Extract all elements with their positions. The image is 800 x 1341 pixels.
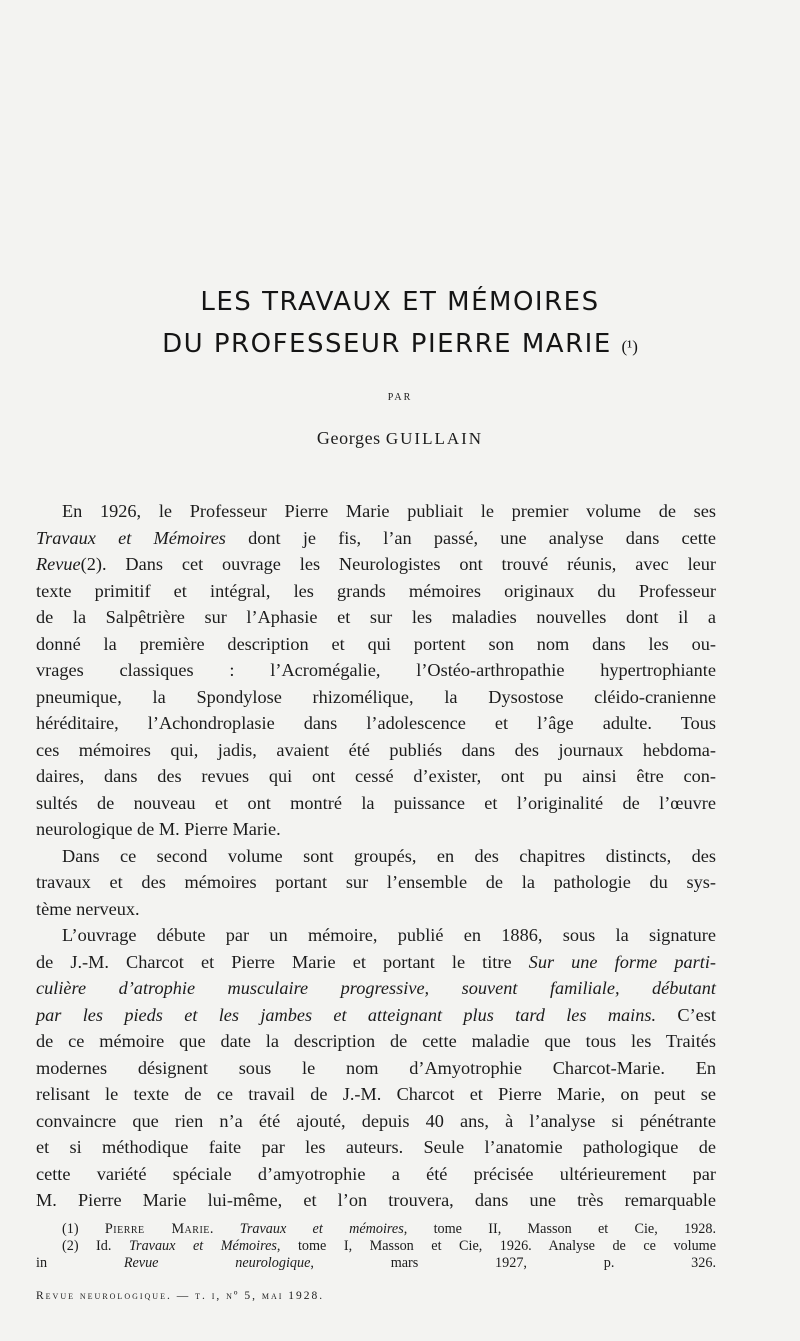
byline-par: PAR bbox=[387, 392, 413, 403]
body-line bbox=[36, 578, 716, 605]
title-footnote-ref: (¹) bbox=[621, 337, 638, 356]
body-line bbox=[36, 922, 716, 949]
journal-footer: Revue neurologique. — t. i, nº 5, mai 1928. bbox=[36, 1290, 325, 1302]
body-line bbox=[36, 737, 716, 764]
body-line bbox=[36, 763, 716, 790]
body-line-text: Revue bbox=[36, 554, 81, 574]
footnote-line-text: , mars 1927, p. 326. bbox=[310, 1255, 716, 1271]
body-line-text: Travaux et Mémoires bbox=[36, 527, 226, 548]
body-line bbox=[36, 710, 716, 737]
body-line bbox=[36, 975, 716, 1002]
body-line-text: texte primitif et intégral, les grands mémoires originaux du Professeur bbox=[36, 580, 716, 601]
author bbox=[0, 428, 800, 449]
body-line-text: de J.-M. Charcot et Pierre Marie et portant le titre bbox=[36, 951, 529, 972]
body-line bbox=[36, 525, 716, 552]
body-line-text: pneumique, la Spondylose rhizomélique, la Dysostose cléido-cranienne bbox=[36, 686, 716, 707]
body-line bbox=[36, 631, 716, 658]
article-title-text: DU PROFESSEUR PIERRE MARIE bbox=[162, 329, 612, 359]
footnote-line bbox=[36, 1238, 716, 1255]
body-line bbox=[36, 790, 716, 817]
body-line-text: Dans ce second volume sont groupés, en des chapitres distincts, des bbox=[62, 845, 716, 866]
body-line bbox=[36, 949, 716, 976]
footnote-line-text: , tome I, Masson et Cie, 1926. Analyse de ce volume bbox=[276, 1238, 716, 1254]
body-line bbox=[36, 1055, 716, 1082]
body-line-text: dont je fis, l’an passé, une analyse dans cette bbox=[225, 527, 717, 548]
body-line-text: neurologique de M. Pierre Marie. bbox=[36, 819, 281, 839]
footnote-line-text: Revue neurologique bbox=[123, 1255, 311, 1271]
body-line bbox=[36, 498, 716, 525]
body-line-text: culière d’atrophie musculaire progressive, souvent familiale, débutant bbox=[36, 978, 716, 998]
body-line-text: travaux et des mémoires portant sur l’ensemble de la pathologie du sys- bbox=[36, 872, 716, 892]
article-body bbox=[36, 498, 716, 1214]
body-line-text: de ce mémoire que date la description de cette maladie que tous les Traités bbox=[36, 1031, 716, 1051]
body-line-text: ces mémoires qui, jadis, avaient été publiés dans des journaux hebdoma- bbox=[36, 739, 716, 760]
body-line-text: tème nerveux. bbox=[36, 898, 140, 919]
article-title-line-1: LES TRAVAUX ET MÉMOIRES bbox=[200, 287, 600, 317]
body-line-text: M. Pierre Marie lui-même, et l’on trouvera, dans une très remarquable bbox=[36, 1190, 716, 1210]
footnote-line-text: , tome II, Masson et Cie, 1928. bbox=[403, 1221, 717, 1237]
body-line-text: et si méthodique faite par les auteurs. Seule l’anatomie pathologique de bbox=[36, 1137, 716, 1157]
body-line bbox=[36, 657, 716, 684]
body-line bbox=[36, 551, 716, 578]
footnote-line-text: Travaux et mémoires bbox=[239, 1221, 404, 1237]
footnote-line-text: (1) bbox=[62, 1221, 105, 1237]
body-line bbox=[36, 816, 716, 843]
article-title-line-2 bbox=[60, 329, 740, 359]
footnote-line bbox=[36, 1221, 716, 1238]
body-line bbox=[36, 1081, 716, 1108]
body-line bbox=[36, 869, 716, 896]
body-line-text: relisant le texte de ce travail de J.-M. Charcot et Pierre Marie, on peut se bbox=[36, 1084, 716, 1104]
body-line bbox=[36, 1028, 716, 1055]
body-line-text: En 1926, le Professeur Pierre Marie publiait le premier volume de ses bbox=[62, 501, 716, 521]
body-line-text: L’ouvrage débute par un mémoire, publié en 1886, sous la signature bbox=[62, 925, 716, 945]
body-line-text: par les pieds et les jambes et atteignant plus tard les mains. bbox=[36, 1004, 657, 1025]
footnote-line-text: in bbox=[36, 1255, 124, 1271]
footnotes bbox=[36, 1221, 716, 1272]
body-line bbox=[36, 1134, 716, 1161]
body-line bbox=[36, 1161, 716, 1188]
body-line-text: modernes désignent sous le nom d’Amyotrophie Charcot-Marie. En bbox=[36, 1057, 716, 1078]
body-line-text: (2). Dans cet ouvrage les Neurologistes ont trouvé réunis, avec leur bbox=[80, 554, 716, 574]
body-line bbox=[36, 1108, 716, 1135]
body-line bbox=[36, 896, 716, 923]
body-line-text: convaincre que rien n’a été ajouté, depuis 40 ans, à l’analyse si pénétrante bbox=[36, 1110, 716, 1131]
body-line-text: Sur une forme parti- bbox=[528, 951, 717, 972]
body-line-text: vrages classiques : l’Acromégalie, l’Ostéo-arthropathie hypertrophiante bbox=[36, 660, 716, 680]
body-line-text: sultés de nouveau et ont montré la puissance et l’originalité de l’œuvre bbox=[36, 792, 716, 813]
body-line bbox=[36, 684, 716, 711]
body-line bbox=[36, 1002, 716, 1029]
footnote-line bbox=[36, 1255, 716, 1272]
author-last-name: GUILLAIN bbox=[385, 429, 484, 448]
footnote-line-text: (2) Id. bbox=[62, 1238, 129, 1254]
footnote-line-text: Pierre Marie bbox=[104, 1221, 210, 1237]
body-line-text: de la Salpêtrière sur l’Aphasie et sur les maladies nouvelles dont il a bbox=[36, 607, 716, 627]
footnote-line-text: . bbox=[209, 1221, 240, 1237]
author-first-name: Georges bbox=[316, 428, 381, 448]
body-line bbox=[36, 604, 716, 631]
body-line-text: daires, dans des revues qui ont cessé d’exister, ont pu ainsi être con- bbox=[36, 766, 716, 786]
body-line-text: donné la première description et qui portent son nom dans les ou- bbox=[36, 633, 716, 654]
body-line bbox=[36, 843, 716, 870]
body-line bbox=[36, 1187, 716, 1214]
body-line-text: cette variété spéciale d’amyotrophie a été précisée ultérieurement par bbox=[36, 1163, 716, 1184]
footnote-line-text: Travaux et Mémoires bbox=[128, 1238, 277, 1254]
body-line-text: héréditaire, l’Achondroplasie dans l’adolescence et l’âge adulte. Tous bbox=[36, 713, 716, 733]
body-line-text: C’est bbox=[656, 1004, 716, 1025]
